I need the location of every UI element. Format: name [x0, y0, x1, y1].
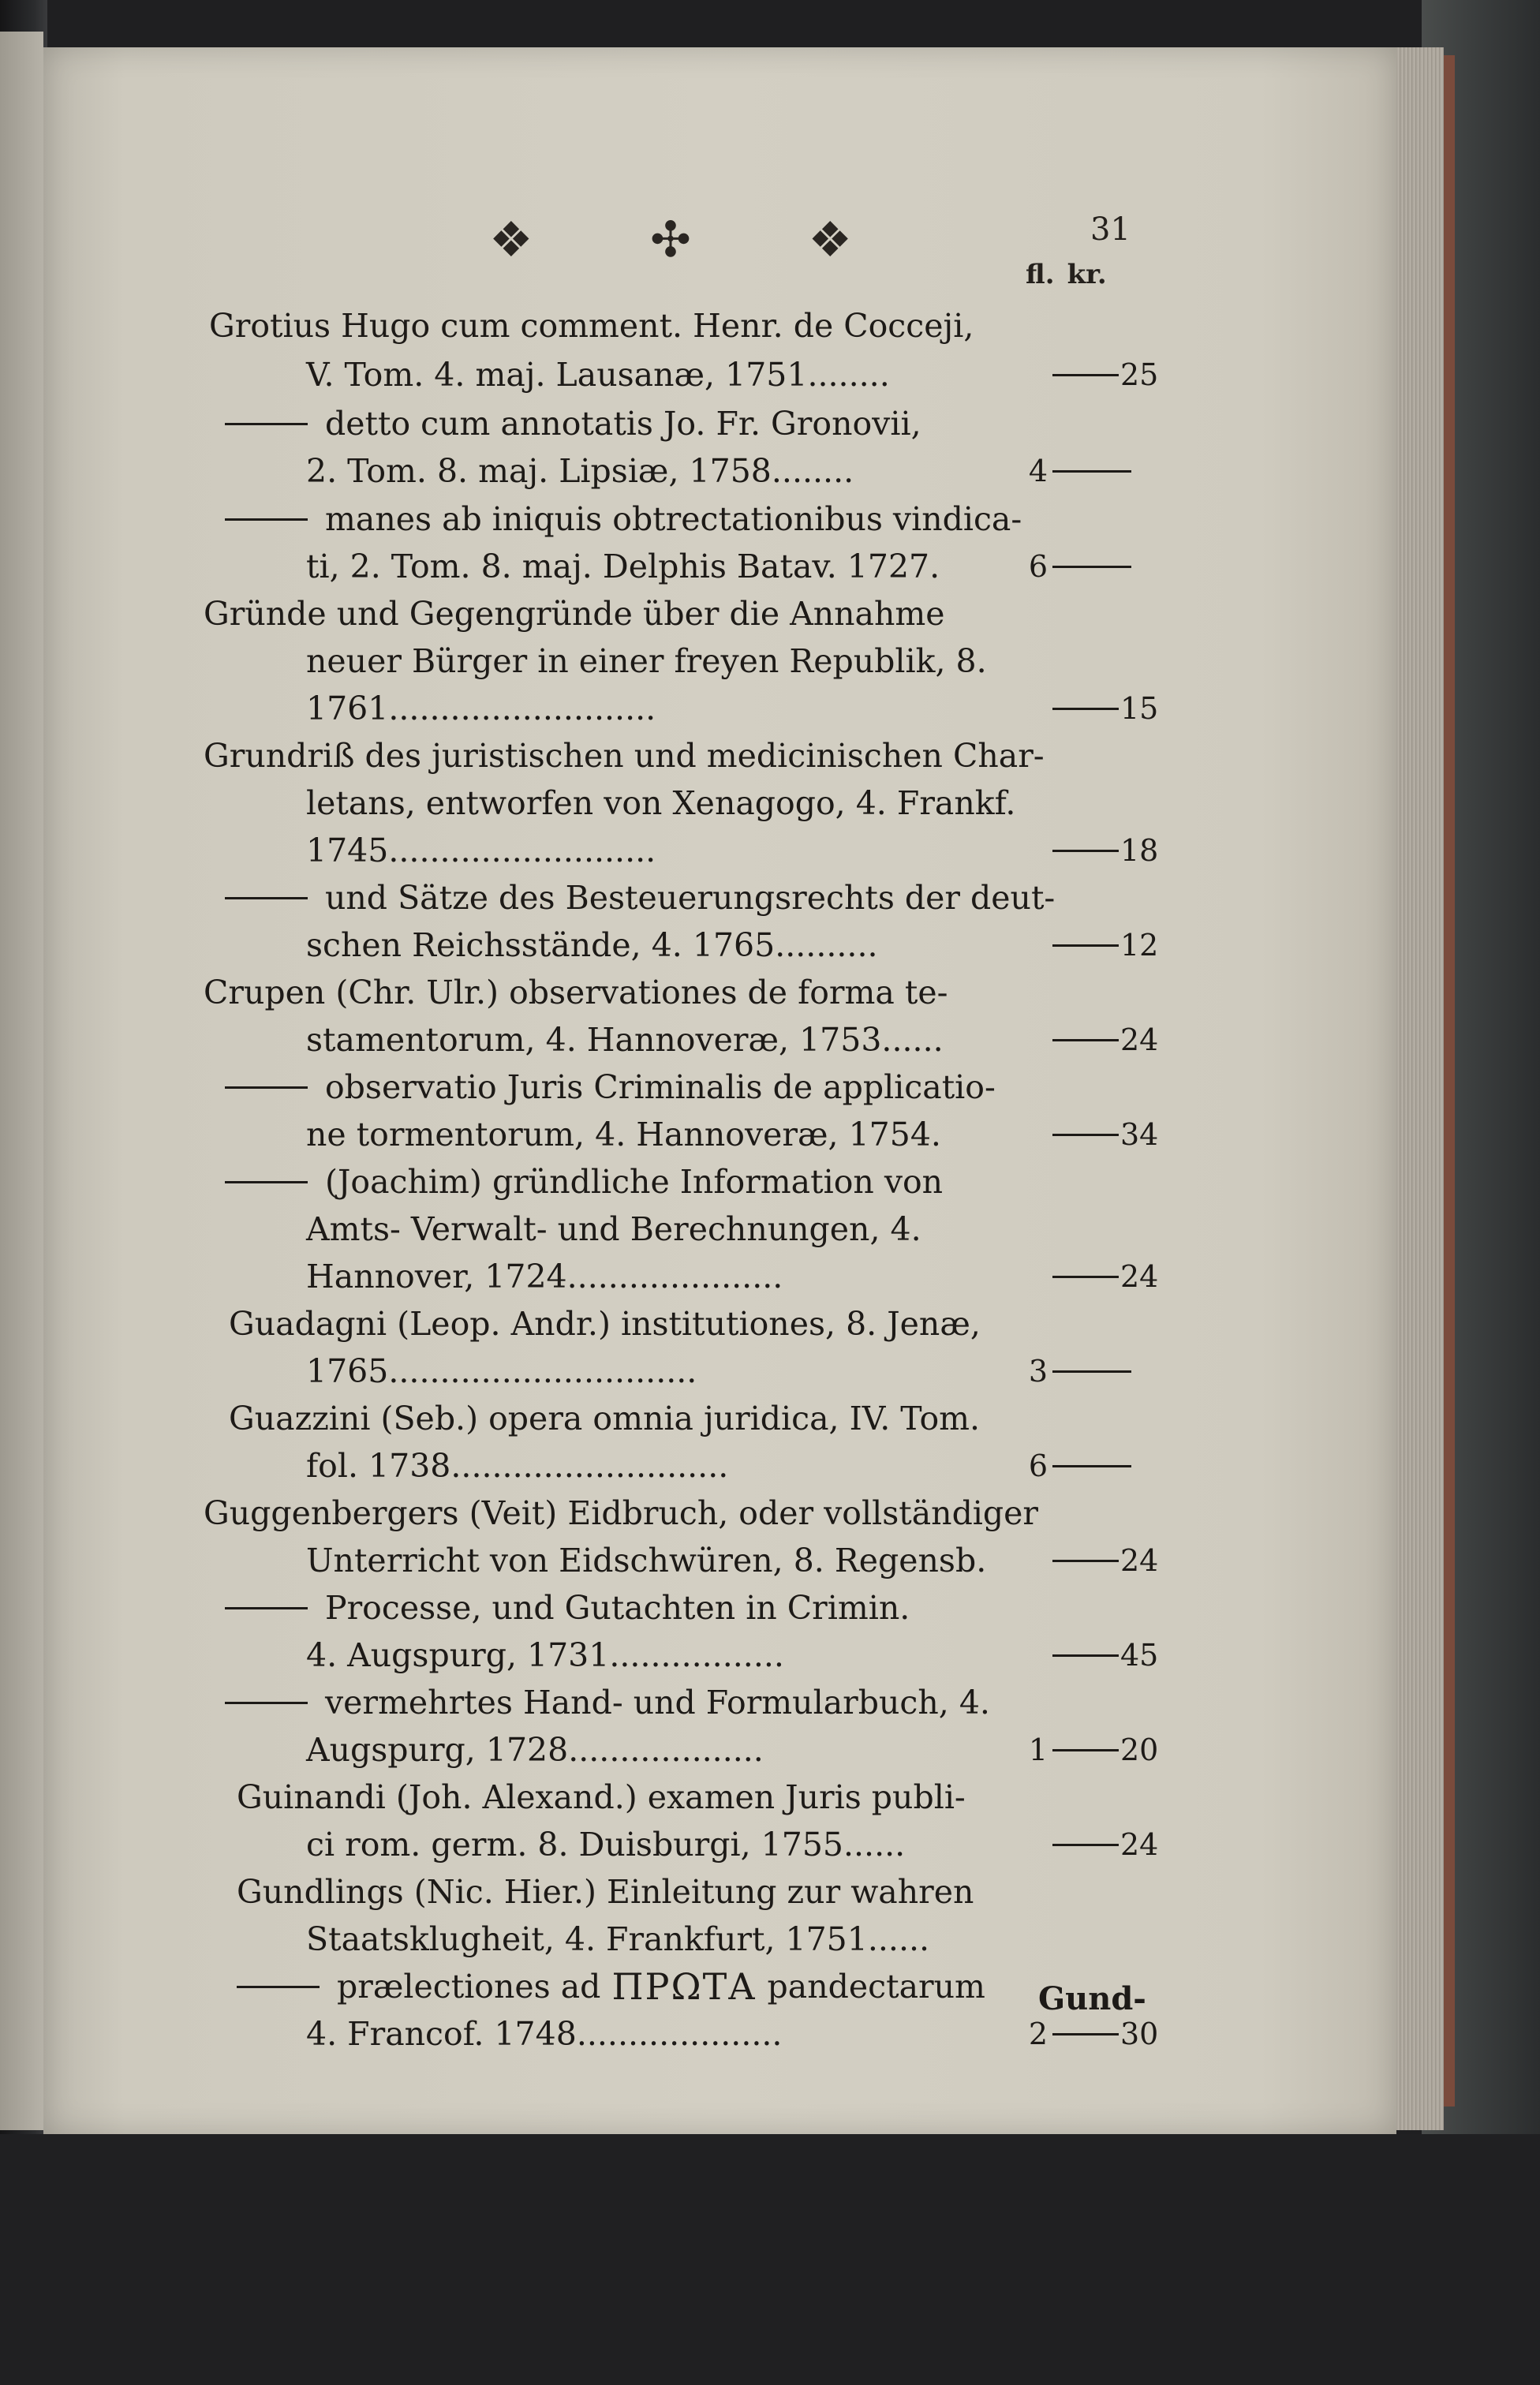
- entry-text: observatio Juris Criminalis de applicatio-: [325, 1068, 996, 1106]
- entry-line: [306, 447, 854, 495]
- ornament-icon: ❖: [489, 210, 533, 268]
- entry-text: manes ab iniquis obtrectationibus vindica-: [325, 500, 1022, 538]
- price-rule: [1052, 1654, 1119, 1657]
- entry-text: 1745..........................: [306, 832, 656, 869]
- unit-kr: kr.: [1067, 259, 1107, 290]
- previous-page-edge: [0, 32, 43, 2130]
- entry-line: [229, 1395, 980, 1442]
- price-kr: 12: [1120, 928, 1159, 963]
- ornament-icon: ❖: [808, 210, 852, 268]
- price-kr: 24: [1120, 1543, 1159, 1578]
- entry-line: [204, 590, 945, 637]
- red-edge: [1444, 55, 1455, 2107]
- entry-line: [306, 1442, 728, 1490]
- price-fl: 6: [1028, 1449, 1048, 1483]
- entry-line: [225, 874, 1055, 921]
- catchword: Gund-: [1038, 1980, 1146, 2017]
- price-kr: 25: [1120, 357, 1159, 392]
- price-cell: [1019, 921, 1185, 969]
- price-rule: [1052, 1749, 1119, 1751]
- price-cell: [1019, 543, 1185, 590]
- price-rule: [1052, 1844, 1119, 1846]
- price-rule: [1052, 1039, 1119, 1041]
- entry-text: schen Reichsstände, 4. 1765..........: [306, 926, 878, 964]
- entry-text: Grotius Hugo cum comment. Henr. de Cocceji,: [209, 307, 974, 345]
- entry-text: Guinandi (Joh. Alexand.) examen Juris publi-: [237, 1778, 966, 1816]
- entry-text: Crupen (Chr. Ulr.) observationes de forma te-: [204, 974, 948, 1011]
- entry-text: (Joachim) gründliche Information von: [325, 1163, 944, 1201]
- entry-line: [306, 1016, 944, 1064]
- price-kr: 15: [1120, 691, 1159, 726]
- ditto-dash: [225, 1181, 308, 1183]
- entry-text: Gundlings (Nic. Hier.) Einleitung zur wahren: [237, 1873, 974, 1911]
- entry-text: detto cum annotatis Jo. Fr. Gronovii,: [325, 405, 921, 443]
- price-kr: 20: [1120, 1733, 1159, 1767]
- entry-line: [209, 302, 974, 350]
- entry-line: [229, 1300, 981, 1348]
- entry-line: [306, 827, 656, 874]
- price-unit-header: [1026, 259, 1107, 290]
- entry-text: Augspurg, 1728...................: [306, 1731, 764, 1769]
- price-cell: [1019, 351, 1185, 398]
- price-cell: [1019, 1537, 1185, 1584]
- entry-text: ne tormentorum, 4. Hannoveræ, 1754.: [306, 1116, 941, 1153]
- entry-text: Gründe und Gegengründe über die Annahme: [204, 595, 945, 633]
- price-cell: [1019, 685, 1185, 732]
- price-rule: [1052, 1134, 1119, 1136]
- price-cell: [1019, 1726, 1185, 1774]
- price-rule: [1052, 850, 1119, 852]
- unit-fl: fl.: [1026, 259, 1055, 290]
- entry-line: [306, 351, 890, 398]
- entry-line: [306, 1821, 905, 1868]
- entry-line: [306, 1206, 921, 1253]
- entry-line: [204, 1490, 1038, 1537]
- entry-text: prælectiones ad: [337, 1968, 601, 2006]
- entry-text: 1761..........................: [306, 690, 656, 727]
- entry-text: Hannover, 1724.....................: [306, 1258, 783, 1295]
- entry-line: [306, 2010, 782, 2058]
- ditto-dash: [225, 423, 308, 425]
- entry-line: [306, 1916, 929, 1963]
- entry-text: fol. 1738...........................: [306, 1447, 729, 1485]
- entry-text: 4. Augspurg, 1731.................: [306, 1636, 784, 1674]
- entry-line: [225, 495, 1022, 543]
- price-cell: [1019, 1348, 1185, 1395]
- entry-line: [306, 685, 656, 732]
- entry-line: [225, 1158, 943, 1206]
- background-cloth: [0, 2134, 1540, 2385]
- price-rule: [1052, 708, 1119, 710]
- entry-text: Guadagni (Leop. Andr.) institutiones, 8. Jenæ,: [229, 1305, 981, 1343]
- entry-text: Grundriß des juristischen und medicinischen Char-: [204, 737, 1045, 775]
- price-fl: 4: [1028, 454, 1048, 488]
- entry-line: [204, 732, 1045, 779]
- header-ornaments: [489, 211, 852, 267]
- entry-text-after: pandectarum: [767, 1968, 985, 2006]
- entry-line: [237, 1868, 974, 1916]
- price-cell: [1019, 1111, 1185, 1158]
- entry-line: [306, 1253, 783, 1300]
- ditto-dash: [225, 1607, 308, 1609]
- price-rule: [1052, 1560, 1119, 1562]
- price-kr: 30: [1120, 2017, 1159, 2051]
- ditto-dash: [225, 897, 308, 899]
- entry-line: [306, 1632, 784, 1679]
- page-number: 31: [1090, 211, 1131, 248]
- entry-text: und Sätze des Besteuerungsrechts der deut-: [325, 879, 1056, 917]
- entry-line: [225, 1064, 996, 1111]
- price-kr: 34: [1120, 1117, 1159, 1152]
- ditto-dash: [225, 1086, 308, 1089]
- price-cell: [1019, 447, 1185, 495]
- entry-line: [306, 1537, 986, 1584]
- price-fl: 3: [1028, 1354, 1048, 1389]
- entry-line: [306, 1348, 697, 1395]
- entry-line: [204, 969, 948, 1016]
- price-cell: [1019, 1016, 1185, 1064]
- entry-text: 2. Tom. 8. maj. Lipsiæ, 1758........: [306, 452, 854, 490]
- entry-text: neuer Bürger in einer freyen Republik, 8.: [306, 642, 987, 680]
- entry-line: [306, 1111, 941, 1158]
- price-rule: [1052, 2033, 1119, 2035]
- price-kr: 24: [1120, 1827, 1159, 1862]
- entry-text: 1765..............................: [306, 1352, 697, 1390]
- ditto-dash: [225, 518, 308, 521]
- entry-text: V. Tom. 4. maj. Lausanæ, 1751........: [306, 356, 890, 394]
- entry-line: [237, 1963, 985, 2010]
- price-fl: 6: [1028, 549, 1048, 584]
- price-cell: [1019, 1632, 1185, 1679]
- entry-line: [225, 1679, 990, 1726]
- greek-word: ΠΡΩΤΑ: [611, 1965, 757, 2008]
- price-fl: 2: [1028, 2017, 1048, 2051]
- price-rule: [1052, 1370, 1131, 1373]
- price-rule: [1052, 374, 1119, 376]
- entry-text: vermehrtes Hand- und Formularbuch, 4.: [325, 1684, 990, 1721]
- price-rule: [1052, 566, 1131, 568]
- price-rule: [1052, 470, 1131, 473]
- entry-line: [306, 921, 878, 969]
- entry-line: [306, 543, 940, 590]
- price-kr: 24: [1120, 1259, 1159, 1294]
- price-cell: [1019, 1442, 1185, 1490]
- entry-text: letans, entworfen von Xenagogo, 4. Frankf.: [306, 784, 1016, 822]
- ornament-icon: ✣: [650, 210, 691, 268]
- price-rule: [1052, 1276, 1119, 1278]
- page-block-edge: [1389, 47, 1444, 2130]
- entry-line: [306, 1726, 764, 1774]
- entry-line: [237, 1774, 966, 1821]
- price-kr: 24: [1120, 1022, 1159, 1057]
- entry-text: stamentorum, 4. Hannoveræ, 1753......: [306, 1021, 944, 1059]
- price-cell: [1019, 827, 1185, 874]
- entry-text: Guggenbergers (Veit) Eidbruch, oder vollständiger: [204, 1494, 1039, 1532]
- entry-text: ti, 2. Tom. 8. maj. Delphis Batav. 1727.: [306, 548, 940, 585]
- entry-line: [225, 400, 921, 447]
- entry-text: Unterricht von Eidschwüren, 8. Regensb.: [306, 1542, 987, 1579]
- entry-text: Staatsklugheit, 4. Frankfurt, 1751......: [306, 1920, 930, 1958]
- entry-text: Amts- Verwalt- und Berechnungen, 4.: [306, 1210, 921, 1248]
- entry-line: [225, 1584, 910, 1632]
- price-rule: [1052, 944, 1119, 947]
- price-kr: 18: [1120, 833, 1159, 868]
- entry-text: ci rom. germ. 8. Duisburgi, 1755......: [306, 1826, 906, 1864]
- entry-text: Processe, und Gutachten in Crimin.: [325, 1589, 910, 1627]
- entry-text: Guazzini (Seb.) opera omnia juridica, IV. Tom.: [229, 1400, 981, 1437]
- price-fl: 1: [1028, 1733, 1048, 1767]
- price-cell: [1019, 1821, 1185, 1868]
- price-kr: 45: [1120, 1638, 1159, 1673]
- price-cell: [1019, 1253, 1185, 1300]
- entry-line: [306, 779, 1015, 827]
- price-rule: [1052, 1465, 1131, 1467]
- ditto-dash: [237, 1986, 320, 1988]
- entry-text: 4. Francof. 1748....................: [306, 2015, 783, 2053]
- entry-line: [306, 637, 987, 685]
- ditto-dash: [225, 1702, 308, 1704]
- price-cell: [1019, 2010, 1185, 2058]
